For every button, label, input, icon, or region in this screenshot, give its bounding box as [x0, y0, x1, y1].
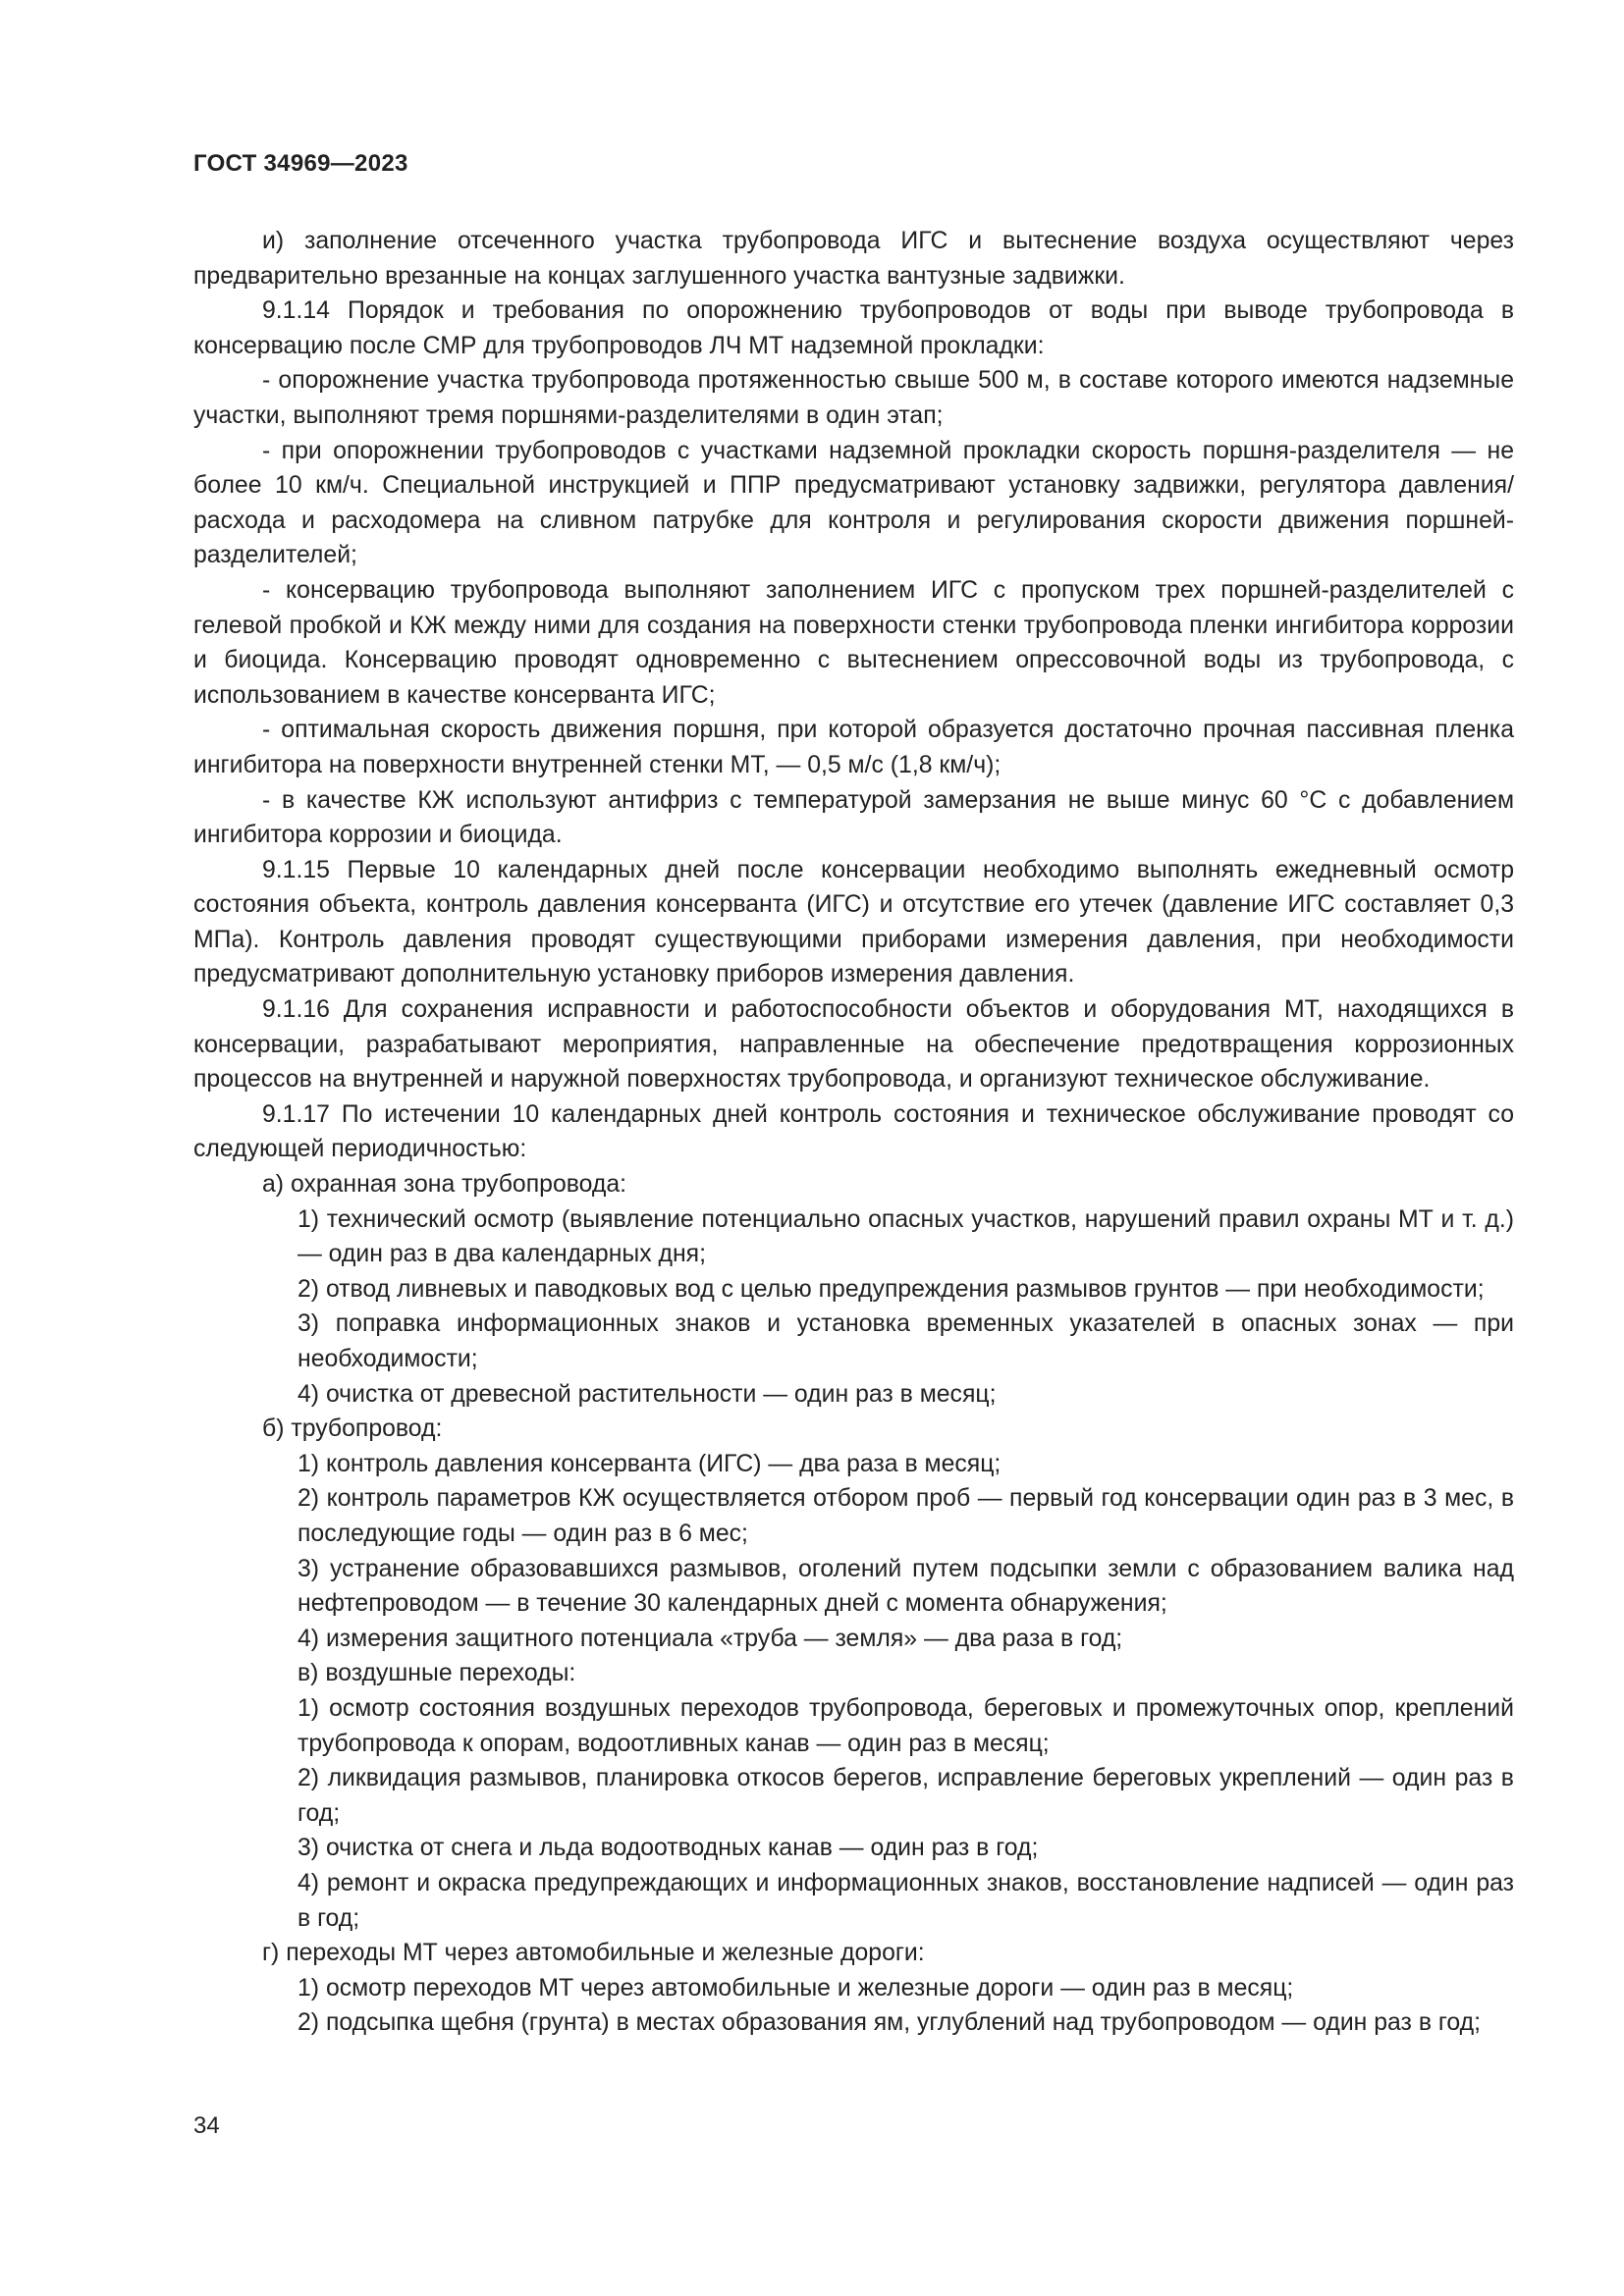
list-subitem: 3) очистка от снега и льда водоотводных канав — один раз в год;	[298, 1835, 1039, 1862]
list-subitem: 2) подсыпка щебня (грунта) в местах образования ям, углублений над трубопроводом — один раз в год;	[298, 2009, 1481, 2037]
list-item: г) переходы МТ через автомобильные и железные дороги:	[262, 1940, 925, 1967]
paragraph: 9.1.15 Первые 10 календарных дней после консервации необходимо выполнять ежедневный осмотр состояния объекта, контроль давления консерванта (ИГС) и отсутствие его утечек (давление ИГС составляет 0,3 МПа). Контроль давления проводят существующими приборами измерения давления, при необходимости предусматривают дополнительную установку приборов измерения давления.	[193, 856, 1514, 988]
list-subitem: 4) очистка от древесной растительности — один раз в месяц;	[298, 1380, 997, 1408]
paragraph: - при опорожнении трубопроводов с участками надземной прокладки скорость поршня-разделителя — не более 10 км/ч. Специальной инструкцией и ППР предусматривают установку задвижки, регулятора давления/расхода и расходомера на сливном патрубке для контроля и регулирования скорости движения поршней-разделителей;	[193, 437, 1514, 569]
list-subitem: 4) измерения защитного потенциала «труба — земля» — два раза в год;	[298, 1625, 1123, 1652]
list-subitem: 3) поправка информационных знаков и установка временных указателей в опасных зонах — при необходимости;	[298, 1310, 1514, 1372]
paragraph: - в качестве КЖ используют антифриз с температурой замерзания не выше минус 60 °С с добавлением ингибитора коррозии и биоцида.	[193, 786, 1514, 849]
document-body	[193, 224, 1514, 2041]
list-subitem: 2) отвод ливневых и паводковых вод с целью предупреждения размывов грунтов — при необходимости;	[298, 1275, 1485, 1303]
page-number: 34	[193, 2112, 220, 2139]
list-item: б) трубопровод:	[262, 1415, 443, 1443]
paragraph: 9.1.16 Для сохранения исправности и работоспособности объектов и оборудования МТ, находящихся в консервации, разрабатывают мероприятия, направленные на обеспечение предотвращения коррозионных процессов на внутренней и наружной поверхностях трубопровода, и организуют техническое обслуживание.	[193, 996, 1514, 1094]
list-subitem: 1) технический осмотр (выявление потенциально опасных участков, нарушений правил охраны МТ и т. д.) — один раз в два календарных дня;	[298, 1205, 1514, 1268]
list-subitem: 1) осмотр состояния воздушных переходов трубопровода, береговых и промежуточных опор, креплений трубопровода к опорам, водоотливных канав — один раз в месяц;	[298, 1694, 1514, 1757]
paragraph: - консервацию трубопровода выполняют заполнением ИГС с пропуском трех поршней-разделителей с гелевой пробкой и КЖ между ними для создания на поверхности стенки трубопровода пленки ингибитора коррозии и биоцида. Консервацию проводят одновременно с вытеснением опрессовочной воды из трубопровода, с использованием в качестве консерванта ИГС;	[193, 576, 1514, 709]
paragraph: - опорожнение участка трубопровода протяженностью свыше 500 м, в составе которого имеются надземные участки, выполняют тремя поршнями-разделителями в один этап;	[193, 367, 1514, 429]
paragraph: 9.1.17 По истечении 10 календарных дней контроль состояния и техническое обслуживание проводят со следующей периодичностью:	[193, 1100, 1514, 1163]
paragraph: и) заполнение отсеченного участка трубопровода ИГС и вытеснение воздуха осуществляют через предварительно врезанные на концах заглушенного участка вантузные задвижки.	[193, 228, 1514, 290]
list-subitem: 3) устранение образовавшихся размывов, оголений путем подсыпки земли с образованием валика над нефтепроводом — в течение 30 календарных дней с момента обнаружения;	[298, 1555, 1514, 1618]
page-header-standard-id: ГОСТ 34969—2023	[193, 150, 408, 177]
list-subitem: 1) контроль давления консерванта (ИГС) — два раза в месяц;	[298, 1450, 1001, 1477]
list-subitem: в) воздушные переходы:	[298, 1660, 576, 1687]
list-item: а) охранная зона трубопровода:	[262, 1171, 627, 1199]
paragraph: 9.1.14 Порядок и требования по опорожнению трубопроводов от воды при выводе трубопровода в консервацию после СМР для трубопроводов ЛЧ МТ надземной прокладки:	[193, 297, 1514, 359]
list-subitem: 1) осмотр переходов МТ через автомобильные и железные дороги — один раз в месяц;	[298, 1974, 1294, 2002]
list-subitem: 2) контроль параметров КЖ осуществляется отбором проб — первый год консервации один раз в 3 мес, в последующие годы — один раз в 6 мес;	[298, 1485, 1514, 1547]
paragraph: - оптимальная скорость движения поршня, при которой образуется достаточно прочная пассивная пленка ингибитора на поверхности внутренней стенки МТ, — 0,5 м/с (1,8 км/ч);	[193, 717, 1514, 778]
list-subitem: 4) ремонт и окраска предупреждающих и информационных знаков, восстановление надписей — один раз в год;	[298, 1869, 1514, 1932]
list-subitem: 2) ликвидация размывов, планировка откосов берегов, исправление береговых укреплений — один раз в год;	[298, 1765, 1514, 1827]
